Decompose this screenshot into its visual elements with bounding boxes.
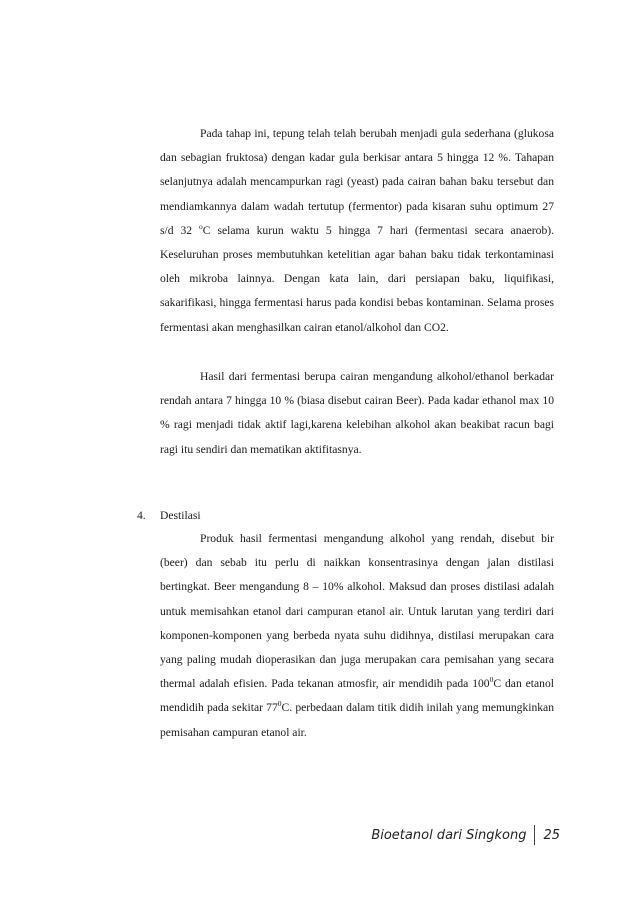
paragraph-text: Pada tahap ini, tepung telah telah berubah menjadi gula sederhana (glukosa dan sebagian fruktosa) dengan kadar gula berkisar antara 5 hingga 12 %. Tahapan selanjutnya adalah mencampurkan ragi (yeast) pada cairan bahan baku tersebut dan mendiamkannya dalam wadah tertutup (fermentor) pada kisaran suhu optimum 27 s/d 32	[160, 127, 554, 237]
paragraph-text: C dan etanol mendidih pada sekitar 77	[160, 677, 554, 715]
paragraph-distillation	[160, 527, 554, 745]
page-footer	[371, 825, 560, 845]
footer-book-title: Bioetanol dari Singkong	[371, 827, 527, 843]
section-heading	[137, 504, 201, 528]
page-number: 25	[543, 827, 560, 843]
footer-divider	[534, 825, 535, 845]
superscript-degree: o	[199, 221, 203, 231]
paragraph-fermentation-result: Hasil dari fermentasi berupa cairan mengandung alkohol/ethanol berkadar rendah antara 7 hingga 10 % (biasa disebut cairan Beer). Pada kadar ethanol max 10 % ragi menjadi tidak aktif lagi,karena kelebihan alkohol akan beakibat racun bagi ragi itu sendiri dan mematikan aktifitasnya.	[160, 370, 554, 456]
superscript-degree: 0	[277, 699, 282, 709]
section-number: 4.	[137, 509, 146, 522]
paragraph-text: Produk hasil fermentasi mengandung alkohol yang rendah, disebut bir (beer) dan sebab itu perlu di naikkan konsentrasinya dengan jalan distilasi bertingkat. Beer mengandung 8 – 10% alkohol. Maksud dan proses distilasi adalah untuk memisahkan etanol dari campuran etanol air. Untuk larutan yang terdiri dari komponen-komponen yang berbeda nyata suhu didihnya, distilasi merupakan cara yang paling mudah dioperasikan dan juga merupakan cara pemisahan yang secara thermal adalah efisien. Pada tekanan atmosfir, air mendidih pada 100	[160, 532, 554, 691]
superscript-degree: 0	[489, 675, 494, 685]
section-title: Destilasi	[160, 509, 201, 522]
paragraph-fermentation-intro	[160, 122, 554, 340]
paragraph-text: C selama kurun waktu 5 hingga 7 hari (fermentasi secara anaerob). Keseluruhan proses membutuhkan ketelitian agar bahan baku tidak terkontaminasi oleh mikroba lainnya. Dengan kata lain, dari persiapan baku, liquifikasi, sakarifikasi, hingga fermentasi harus pada kondisi bebas kontaminan. Selama proses fermentasi akan menghasilkan cairan etanol/alkohol dan CO2.	[160, 223, 555, 334]
paragraph-text: C. perbedaan dalam titik didih inilah yang memungkinkan pemisahan campuran etanol air.	[160, 701, 554, 739]
